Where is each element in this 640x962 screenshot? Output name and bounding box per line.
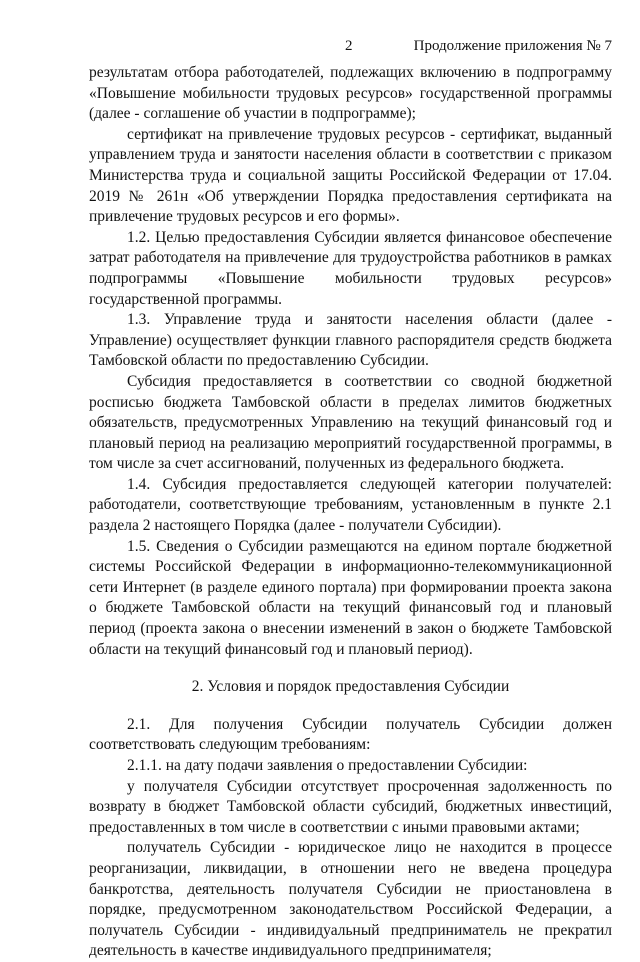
document-body bbox=[89, 63, 612, 962]
paragraph: 1.2. Целью предоставления Субсидии является финансовое обеспечение затрат работодателя на привлечение для трудоустройства работников в рамках подпрограммы «Повышение мобильности трудовых ресурсов» государственной программы. bbox=[89, 228, 612, 308]
paragraph: сертификат на привлечение трудовых ресурсов - сертификат, выданный управлением труда и занятости населения области в соответствии с приказом Министерства труда и социальной защиты Российской Федерации от 17.04. 2019 № 261н «Об утверждении Порядка предоставления сертификата на привлечение трудовых ресурсов и его формы». bbox=[89, 125, 612, 226]
paragraph: 1.3. Управление труда и занятости населения области (далее - Управление) осуществляет функции главного распорядителя средств бюджета Тамбовской области по предоставлению Субсидии. bbox=[89, 311, 612, 370]
appendix-continuation-label: Продолжение приложения № 7 bbox=[413, 38, 612, 54]
paragraph: у получателя Субсидии отсутствует просроченная задолженность по возврату в бюджет Тамбовской области субсидий, бюджетных инвестиций, предоставленных в том числе в соответствии с иными правовыми актами; bbox=[89, 777, 612, 836]
paragraph: 2.1. Для получения Субсидии получатель Субсидии должен соответствовать следующим требованиям: bbox=[89, 715, 612, 754]
paragraph: результатам отбора работодателей, подлежащих включению в подпрограмму «Повышение мобильности трудовых ресурсов» государственной программы (далее - соглашение об участии в подпрограмме); bbox=[89, 64, 612, 123]
paragraphs-after-section bbox=[89, 715, 612, 962]
paragraph: 1.4. Субсидия предоставляется следующей категории получателей: работодатели, соответствующие требованиям, установленным в пункте 2.1 раздела 2 настоящего Порядка (далее - получатели Субсидии). bbox=[89, 475, 612, 535]
paragraph: 1.5. Сведения о Субсидии размещаются на едином портале бюджетной системы Российской Федерации в информационно-телекоммуникационной сети Интернет (в разделе единого портала) при формировании проекта закона о бюджете Тамбовской области на текущий финансовый год и плановый период (проекта закона о внесении изменений в закон о бюджете Тамбовской области на текущий финансовый год и плановый период). bbox=[89, 537, 612, 658]
paragraph: 2.1.1. на дату подачи заявления о предоставлении Субсидии: bbox=[127, 757, 528, 774]
paragraphs-before-section bbox=[89, 63, 612, 660]
section-heading: 2. Условия и порядок предоставления Субсидии bbox=[191, 678, 510, 696]
paragraph: получатель Субсидии - юридическое лицо не находится в процессе реорганизации, ликвидации, в отношении него не введена процедура банкротства, деятельность получателя Субсидии не приостановлена в порядке, предусмотренном законодательством Российской Федерации, а получатель Субсидии - индивидуальный предприниматель не прекратил деятельность в качестве индивидуального предпринимателя; bbox=[89, 839, 612, 960]
page-number: 2 bbox=[345, 38, 353, 54]
page-header bbox=[0, 38, 640, 58]
paragraph: Субсидия предоставляется в соответствии со сводной бюджетной росписью бюджета Тамбовской области в пределах лимитов бюджетных обязательств, предусмотренных Управлению на текущий финансовый год и плановый период на реализацию мероприятий государственной программы, в том числе за счет ассигнований, полученных из федерального бюджета. bbox=[89, 372, 612, 473]
